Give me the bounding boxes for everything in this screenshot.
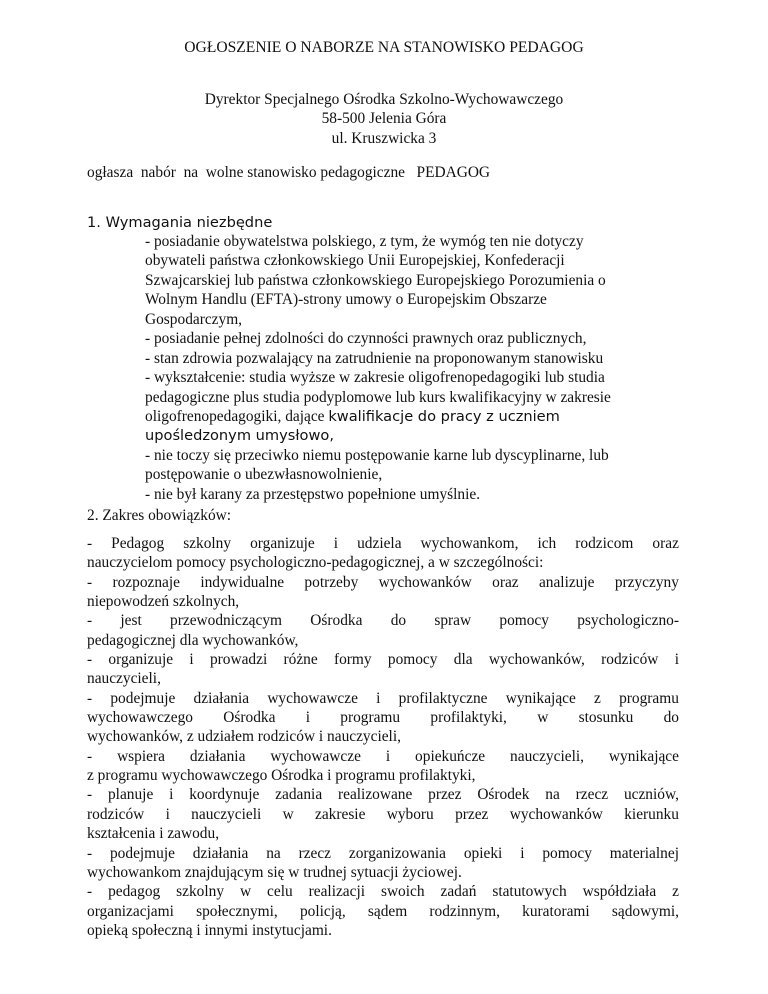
duty-word: przez	[455, 805, 489, 823]
duty-word: działania	[192, 844, 249, 862]
requirement-text-sans: kwalifikacje do pracy z uczniem	[328, 407, 560, 425]
duty-line: z programu wychowawczego Ośrodka i programu profilaktyki,	[87, 767, 476, 785]
duty-word: rodzicom	[575, 535, 634, 552]
duty-word: pedagog	[108, 883, 161, 901]
duty-word: nauczycieli	[191, 805, 262, 823]
duty-word: w	[537, 709, 549, 727]
duty-word: wychowawcze	[270, 747, 361, 765]
duty-word: zadania	[275, 786, 323, 804]
duty-line	[87, 573, 679, 592]
section1-title: 1. Wymagania niezbędne	[87, 214, 273, 231]
duty-word: nauczycieli,	[510, 747, 584, 765]
duty-word: przyczyny	[614, 573, 679, 591]
duty-word: oraz	[652, 535, 679, 552]
issuer-header	[0, 90, 768, 148]
duty-word: -	[87, 535, 93, 552]
requirement-line: - posiadanie pełnej zdolności do czynności prawnych oraz publicznych,	[145, 330, 587, 348]
duty-word: -	[87, 883, 93, 901]
duty-line	[87, 611, 679, 630]
duty-word: przez	[428, 786, 462, 804]
duty-word: sądowymi,	[611, 902, 679, 920]
duty-word: zorganizowania	[348, 844, 447, 862]
requirement-text-serif: oligofrenopedagogiki, dające	[145, 407, 329, 425]
duty-word: różne	[283, 651, 318, 669]
duty-line	[87, 882, 679, 901]
duty-line	[87, 805, 679, 824]
duty-word: i	[376, 689, 381, 707]
requirement-line: Gospodarczym,	[145, 310, 243, 328]
requirement-line: - nie toczy się przeciwko niemu postępowanie karne lub dyscyplinarne, lub	[145, 446, 609, 464]
duty-line: wychowanków, z udziałem rodziców i nauczycieli,	[87, 728, 401, 746]
duty-line	[87, 689, 679, 708]
requirement-line: Szwajcarskiej lub państwa członkowskiego Europejskiego Porozumienia o	[145, 271, 606, 289]
duty-word: i	[520, 844, 525, 862]
duty-word: zakresie	[315, 805, 366, 823]
duty-word: Ośrodka	[310, 612, 363, 630]
duty-line: kształcenia i zawodu,	[87, 825, 220, 843]
duty-word: organizacjami	[87, 902, 174, 920]
requirement-line: pedagogiczne plus studia podyplomowe lub kurs kwalifikacyjny w zakresie	[145, 388, 611, 406]
duty-word: w	[282, 805, 294, 823]
duty-line	[87, 708, 679, 727]
duty-word: indywidualne	[200, 573, 285, 591]
duty-word: -	[87, 844, 93, 862]
duty-word: podejmuje	[109, 844, 175, 862]
duty-word: psychologiczno-	[577, 612, 679, 630]
duty-word: -	[87, 612, 93, 630]
duty-word: udziela	[357, 535, 402, 552]
duty-word: społecznymi,	[196, 902, 278, 920]
issuer-street: ul. Kruszwicka 3	[331, 129, 437, 147]
duty-word: profilaktyki,	[430, 709, 507, 727]
duty-line: niepowodzeń szkolnych,	[87, 593, 240, 611]
duty-word: realizowane	[337, 786, 413, 804]
duty-word: stosunku	[578, 709, 634, 727]
duty-word: wychowankom,	[420, 535, 519, 552]
duty-line: opieką społeczną i innymi instytucjami.	[87, 921, 332, 939]
duty-word: programu	[340, 709, 401, 727]
requirement-line-mixed	[145, 407, 695, 426]
duty-word: celu	[267, 883, 293, 901]
duty-word: do	[663, 709, 679, 727]
duty-word: współdziała	[582, 883, 657, 901]
duty-word: opieki	[463, 844, 503, 862]
duty-word: uczniów,	[623, 786, 679, 804]
duty-word: pomocy	[499, 612, 549, 630]
requirement-line: Wolnym Handlu (EFTA)-strony umowy o Europejskim Obszarze	[145, 291, 547, 309]
duty-word: rodzinnym,	[429, 902, 500, 920]
duty-word: zadań	[440, 883, 477, 901]
duty-word: i	[333, 535, 339, 552]
duty-line	[87, 844, 679, 863]
duty-word: -	[87, 573, 93, 591]
duty-word: wynikające	[505, 689, 576, 707]
duty-word: rzecz	[575, 786, 609, 804]
requirement-line: - posiadanie obywatelstwa polskiego, z tym, że wymóg ten nie dotyczy	[145, 233, 584, 250]
duty-word: na	[545, 786, 560, 804]
duty-word: swoich	[380, 883, 425, 901]
duty-word: prowadzi	[209, 651, 268, 669]
duty-word: planuje	[107, 786, 154, 804]
requirements-list	[145, 232, 695, 504]
duty-word: wychowawcze	[267, 689, 358, 707]
duty-word: i	[189, 651, 194, 669]
duty-word: potrzeby	[304, 573, 359, 591]
requirement-line: - wykształcenie: studia wyższe w zakresie oligofrenopedagogiki lub studia	[145, 369, 605, 387]
duty-word: i	[165, 805, 170, 823]
duty-word: koordynuje	[189, 786, 260, 804]
duty-word: działania	[193, 689, 250, 707]
duty-word: sądem	[367, 902, 408, 920]
duty-word: profilaktyczne	[398, 689, 488, 707]
duty-line: nauczycielom pomocy psychologiczno-pedagogicznej, a w szczególności:	[87, 554, 544, 572]
duty-word: Ośrodka	[223, 709, 276, 727]
duty-word: statutowych	[492, 883, 567, 901]
duty-word: wychowanków,	[488, 651, 585, 669]
section2-title: 2. Zakres obowiązków:	[87, 507, 232, 524]
duty-word: kuratorami	[522, 902, 590, 920]
duty-line: wychowankom znajdującym się w trudnej sytuacji życiowej.	[87, 863, 462, 881]
duty-word: formy	[333, 651, 372, 669]
duty-word: analizuje	[538, 573, 595, 591]
duty-word: wyboru	[386, 805, 434, 823]
duty-word: programu	[619, 689, 679, 707]
duty-word: wychowawczego	[87, 709, 193, 727]
duty-word: dla	[453, 651, 473, 669]
duty-word: z	[672, 883, 679, 901]
duty-word: policją,	[299, 902, 346, 920]
duty-word: oraz	[492, 573, 519, 591]
duty-word: rodziców	[601, 651, 659, 669]
duty-word: Ośrodek	[477, 786, 530, 804]
duty-line	[87, 902, 679, 921]
duty-word: ich	[537, 535, 557, 552]
document-title: OGŁOSZENIE O NABORZE NA STANOWISKO PEDAGOG	[184, 39, 584, 56]
duty-word: opiekuńcze	[415, 747, 486, 765]
duty-word: pomocy	[387, 651, 438, 669]
duty-line: nauczycieli,	[87, 670, 161, 688]
duty-word: podejmuje	[110, 689, 176, 707]
requirement-line: obywateli państwa członkowskiego Unii Europejskiej, Konfederacji	[145, 252, 565, 270]
duty-word: wychowanków	[509, 805, 603, 823]
duty-line	[87, 747, 679, 766]
requirement-line: - nie był karany za przestępstwo popełnione umyślnie.	[145, 485, 481, 503]
duty-word: materialnej	[609, 844, 679, 862]
duty-word: do	[390, 612, 407, 630]
duty-word: jest	[120, 612, 142, 630]
duty-word: spraw	[434, 612, 472, 630]
duty-word: szkolny	[176, 883, 225, 901]
duty-word: rzecz	[298, 844, 332, 862]
duty-word: rozpoznaje	[112, 573, 180, 591]
duty-word: organizuje	[108, 651, 174, 669]
duty-word: w	[239, 883, 252, 901]
duty-word: -	[87, 651, 93, 669]
issuer-postal: 58-500 Jelenia Góra	[321, 110, 447, 128]
duty-word: szkolny	[183, 535, 232, 552]
duty-line: pedagogicznej dla wychowanków,	[87, 631, 299, 649]
duty-word: z	[594, 689, 601, 707]
duty-word: wspiera	[117, 747, 165, 765]
duty-word: pomocy	[542, 844, 592, 862]
duty-line	[87, 534, 679, 553]
duty-word: Pedagog	[111, 535, 165, 552]
requirement-line: postępowanie o ubezwłasnowolnienie,	[145, 466, 383, 484]
requirement-line: upośledzonym umysłowo,	[145, 427, 334, 445]
duty-word: realizacji	[308, 883, 366, 901]
duty-word: na	[266, 844, 281, 862]
duty-word: -	[87, 689, 93, 707]
duty-line	[87, 650, 679, 669]
announcement-line: ogłasza nabór na wolne stanowisko pedagogiczne PEDAGOG	[87, 164, 491, 181]
duty-word: kierunku	[624, 805, 679, 823]
duty-word: przewodniczącym	[170, 612, 282, 630]
duty-word: -	[87, 786, 93, 804]
duty-word: i	[169, 786, 174, 804]
requirement-line: - stan zdrowia pozwalający na zatrudnienie na proponowanym stanowisku	[145, 349, 604, 367]
duty-word: wychowanków	[378, 573, 472, 591]
duty-word: i	[674, 651, 679, 669]
duty-word: rodziców	[87, 805, 145, 823]
duty-line	[87, 785, 679, 804]
duty-word: wynikające	[608, 747, 679, 765]
duty-word: i	[305, 709, 310, 727]
issuer-name: Dyrektor Specjalnego Ośrodka Szkolno-Wychowawczego	[204, 91, 564, 108]
duty-word: -	[87, 747, 93, 765]
duty-word: i	[385, 747, 391, 765]
duty-word: działania	[189, 747, 246, 765]
duty-word: organizuje	[250, 535, 315, 552]
duties-list	[87, 534, 679, 940]
